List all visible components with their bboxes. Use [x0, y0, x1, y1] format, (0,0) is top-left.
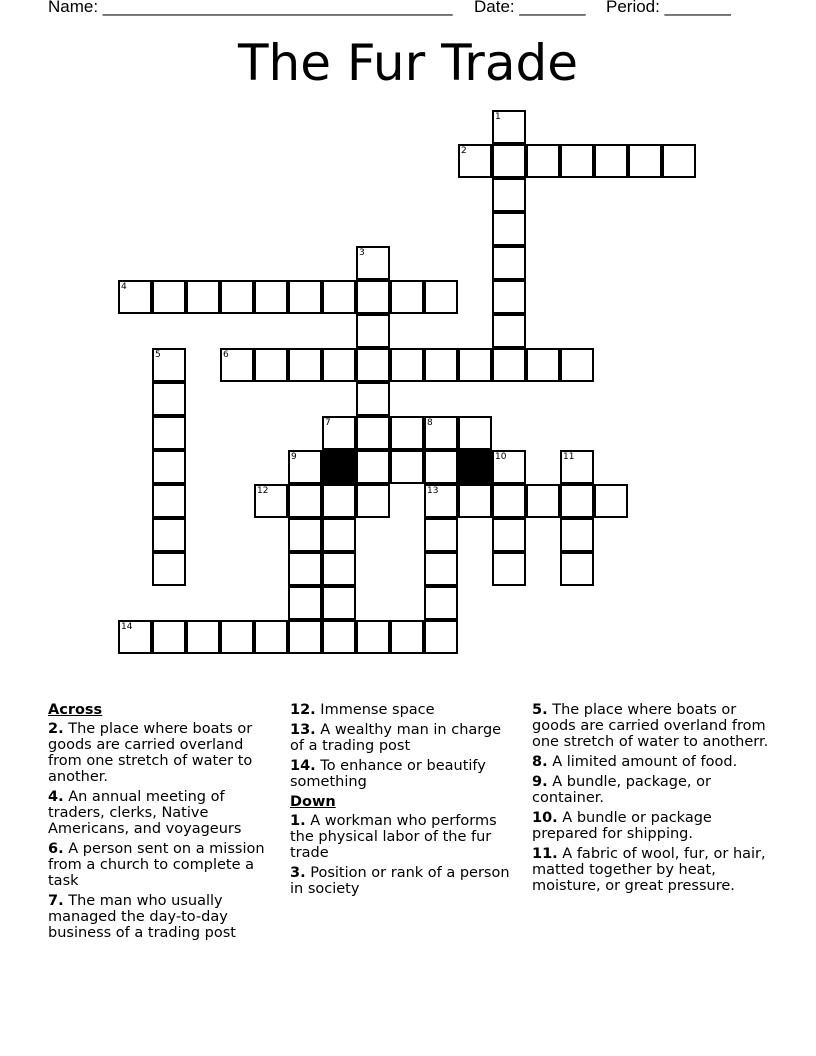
crossword-cell[interactable]: [492, 280, 526, 314]
clue-text: The place where boats or goods are carried overland from one stretch of water to anotherr.: [532, 702, 769, 750]
crossword-cell[interactable]: [526, 144, 560, 178]
clue-text: A person sent on a mission from a church to complete a task: [48, 841, 265, 889]
crossword-cell[interactable]: [152, 382, 186, 416]
clue-number: 3: [359, 248, 365, 258]
clue-text: The man who usually managed the day-to-day business of a trading post: [48, 893, 236, 941]
crossword-cell[interactable]: [458, 348, 492, 382]
crossword-cell[interactable]: [254, 348, 288, 382]
crossword-cell[interactable]: [220, 280, 254, 314]
crossword-cell[interactable]: [424, 280, 458, 314]
crossword-cell[interactable]: [356, 416, 390, 450]
clue-number: 10: [495, 452, 507, 462]
crossword-cell[interactable]: [288, 348, 322, 382]
crossword-cell[interactable]: [560, 144, 594, 178]
crossword-cell[interactable]: [356, 246, 390, 280]
crossword-cell[interactable]: [254, 280, 288, 314]
clue: [290, 865, 518, 897]
crossword-cell[interactable]: [356, 348, 390, 382]
crossword-cell[interactable]: [356, 382, 390, 416]
crossword-cell[interactable]: [492, 178, 526, 212]
crossword-cell[interactable]: [560, 450, 594, 484]
clue-number-label: 10.: [532, 810, 558, 826]
clue-number: 4: [121, 282, 127, 292]
clue-number-label: 7.: [48, 893, 64, 909]
clue: [532, 702, 772, 750]
clue-number-label: 12.: [290, 702, 316, 718]
crossword-cell[interactable]: [458, 144, 492, 178]
crossword-cell[interactable]: [424, 552, 458, 586]
crossword-cell[interactable]: [152, 416, 186, 450]
clue: [48, 721, 276, 785]
clue-number: 2: [461, 146, 467, 156]
clue-number-label: 11.: [532, 846, 558, 862]
crossword-cell[interactable]: [492, 348, 526, 382]
clue: [48, 789, 276, 837]
clue-text: A workman who performs the physical labor of the fur trade: [290, 813, 497, 861]
crossword-cell[interactable]: [492, 484, 526, 518]
clue-number-label: 1.: [290, 813, 306, 829]
clue-number: 9: [291, 452, 297, 462]
clue-number-label: 6.: [48, 841, 64, 857]
crossword-cell[interactable]: [390, 416, 424, 450]
clue-heading-across: Across: [48, 702, 103, 718]
crossword-cell[interactable]: [594, 144, 628, 178]
clue-column-1: [48, 702, 276, 945]
crossword-cell[interactable]: [662, 144, 696, 178]
clue: [532, 810, 772, 842]
crossword-cell[interactable]: [322, 348, 356, 382]
crossword-cell[interactable]: [356, 484, 390, 518]
clue-text: Position or rank of a person in society: [290, 865, 510, 897]
crossword-cell[interactable]: [424, 518, 458, 552]
clue-number: 6: [223, 350, 229, 360]
crossword-cell[interactable]: [424, 416, 458, 450]
clue-number-label: 5.: [532, 702, 548, 718]
crossword-cell[interactable]: [288, 484, 322, 518]
crossword-cell[interactable]: [594, 484, 628, 518]
crossword-cell[interactable]: [152, 484, 186, 518]
crossword-cell[interactable]: [152, 620, 186, 654]
crossword-cell[interactable]: [288, 552, 322, 586]
clue-text: To enhance or beautify something: [290, 758, 486, 790]
crossword-cell[interactable]: [390, 620, 424, 654]
clue: [48, 893, 276, 941]
crossword-cell[interactable]: [526, 348, 560, 382]
crossword-cell[interactable]: [356, 450, 390, 484]
crossword-cell[interactable]: [322, 416, 356, 450]
clue-text: A bundle or package prepared for shipping.: [532, 810, 712, 842]
clue-number-label: 4.: [48, 789, 64, 805]
clue: [532, 754, 772, 770]
clue-number-label: 14.: [290, 758, 316, 774]
crossword-cell[interactable]: [322, 518, 356, 552]
crossword-cell[interactable]: [492, 212, 526, 246]
clue-number: 5: [155, 350, 161, 360]
clue-number-label: 9.: [532, 774, 548, 790]
clue-number-label: 13.: [290, 722, 316, 738]
crossword-cell[interactable]: [356, 280, 390, 314]
crossword-cell[interactable]: [322, 620, 356, 654]
clue: [532, 774, 772, 806]
clue-number-label: 2.: [48, 721, 64, 737]
date-field[interactable]: Date: _______: [474, 0, 586, 16]
crossword-block: [458, 450, 492, 484]
crossword-cell[interactable]: [424, 348, 458, 382]
crossword-cell[interactable]: [322, 586, 356, 620]
clue-number: 12: [257, 486, 269, 496]
crossword-cell[interactable]: [492, 450, 526, 484]
crossword-cell[interactable]: [152, 518, 186, 552]
crossword-cell[interactable]: [628, 144, 662, 178]
crossword-cell[interactable]: [424, 450, 458, 484]
crossword-cell[interactable]: [492, 246, 526, 280]
crossword-cell[interactable]: [288, 450, 322, 484]
crossword-cell[interactable]: [424, 484, 458, 518]
crossword-cell[interactable]: [254, 620, 288, 654]
clue-text: The place where boats or goods are carried overland from one stretch of water to another.: [48, 721, 253, 785]
clue-number: 7: [325, 418, 331, 428]
page-title: The Fur Trade: [238, 34, 578, 92]
crossword-cell[interactable]: [220, 348, 254, 382]
crossword-cell[interactable]: [152, 552, 186, 586]
crossword-cell[interactable]: [356, 620, 390, 654]
crossword-cell[interactable]: [356, 314, 390, 348]
crossword-cell[interactable]: [492, 144, 526, 178]
crossword-cell[interactable]: [254, 484, 288, 518]
crossword-cell[interactable]: [322, 552, 356, 586]
crossword-cell[interactable]: [186, 620, 220, 654]
crossword-block: [322, 450, 356, 484]
clue-text: A fabric of wool, fur, or hair, matted together by heat, moisture, or great pressure.: [532, 846, 766, 894]
crossword-cell[interactable]: [492, 518, 526, 552]
clue-number: 13: [427, 486, 439, 496]
crossword-cell[interactable]: [288, 518, 322, 552]
crossword-cell[interactable]: [492, 552, 526, 586]
crossword-cell[interactable]: [288, 620, 322, 654]
clue-text: An annual meeting of traders, clerks, Native Americans, and voyageurs: [48, 789, 242, 837]
clue: [48, 841, 276, 889]
crossword-cell[interactable]: [390, 280, 424, 314]
crossword-cell[interactable]: [458, 484, 492, 518]
clue-text: A wealthy man in charge of a trading post: [290, 722, 502, 754]
clue-number: 1: [495, 112, 501, 122]
clue-text: Immense space: [315, 702, 435, 718]
crossword-cell[interactable]: [560, 552, 594, 586]
crossword-cell[interactable]: [526, 484, 560, 518]
crossword-cell[interactable]: [492, 110, 526, 144]
clue-text: A bundle, package, or container.: [532, 774, 711, 806]
period-field[interactable]: Period: _______: [606, 0, 731, 16]
crossword-cell[interactable]: [492, 314, 526, 348]
clue: [290, 813, 518, 861]
clue-column-3: [532, 702, 772, 898]
crossword-cell[interactable]: [390, 348, 424, 382]
clue: [290, 702, 518, 718]
clue-number: 14: [121, 622, 133, 632]
crossword-cell[interactable]: [152, 450, 186, 484]
crossword-cell[interactable]: [220, 620, 254, 654]
crossword-cell[interactable]: [152, 280, 186, 314]
clue-number-label: 8.: [532, 754, 548, 770]
clue-number: 8: [427, 418, 433, 428]
crossword-cell[interactable]: [322, 484, 356, 518]
clue-text: A limited amount of food.: [547, 754, 738, 770]
crossword-cell[interactable]: [424, 586, 458, 620]
clue-number: 11: [563, 452, 575, 462]
clue: [290, 722, 518, 754]
crossword-cell[interactable]: [560, 518, 594, 552]
clue: [532, 846, 772, 894]
crossword-cell[interactable]: [322, 280, 356, 314]
crossword-cell[interactable]: [152, 348, 186, 382]
crossword-cell[interactable]: [288, 586, 322, 620]
name-field[interactable]: Name: _____________________________________: [48, 0, 453, 16]
crossword-cell[interactable]: [424, 620, 458, 654]
crossword-cell[interactable]: [390, 450, 424, 484]
clue-number-label: 3.: [290, 865, 306, 881]
crossword-cell[interactable]: [560, 484, 594, 518]
crossword-cell[interactable]: [118, 620, 152, 654]
crossword-cell[interactable]: [560, 348, 594, 382]
crossword-cell[interactable]: [118, 280, 152, 314]
crossword-cell[interactable]: [288, 280, 322, 314]
clue-heading-down: Down: [290, 794, 336, 810]
crossword-cell[interactable]: [186, 280, 220, 314]
crossword-cell[interactable]: [458, 416, 492, 450]
clue-column-2: [290, 702, 518, 901]
clue: [290, 758, 518, 790]
